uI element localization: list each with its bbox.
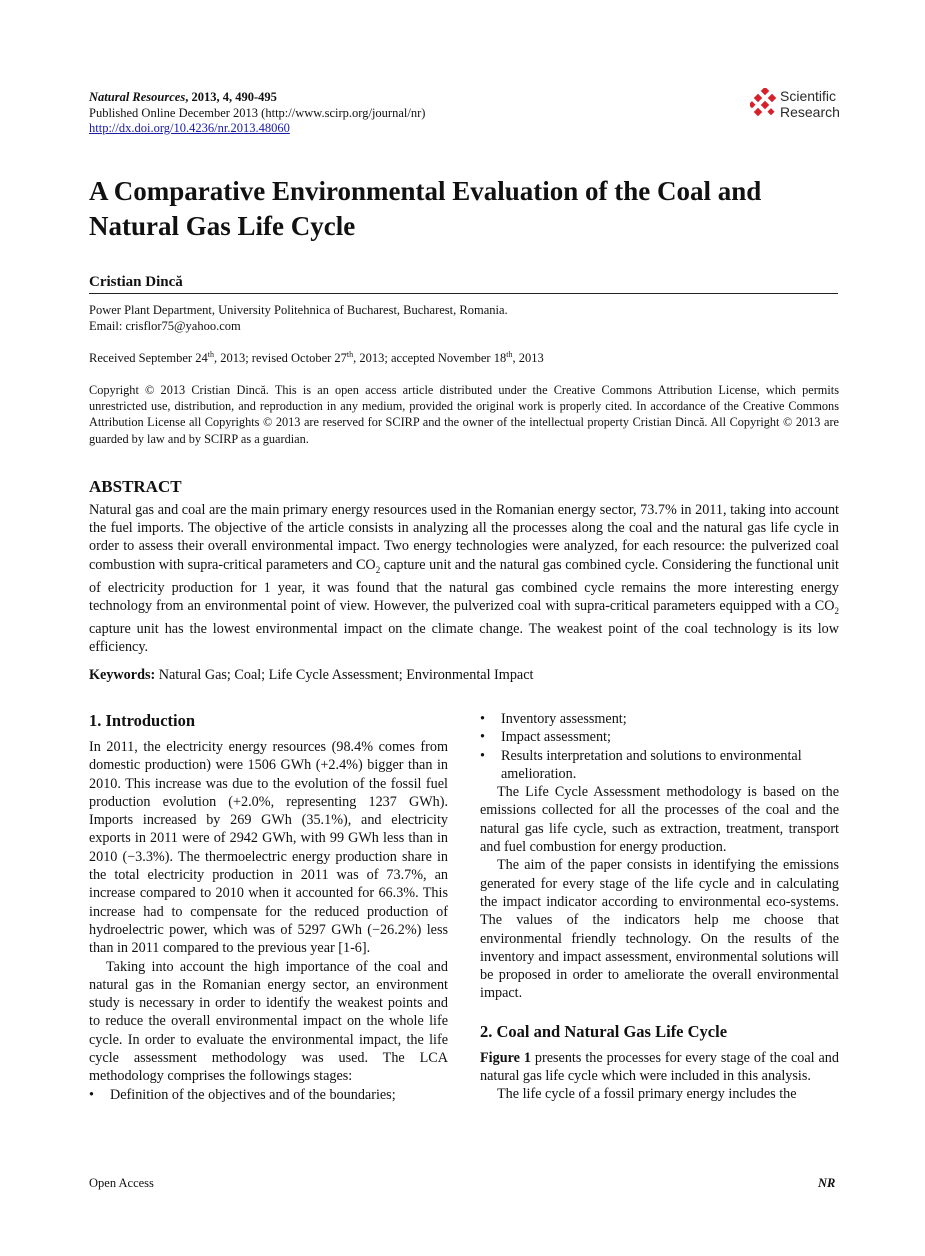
lca-stages-list-cont: [480, 710, 839, 783]
published-online: Published Online December 2013 (http://www.scirp.org/journal/nr): [89, 105, 426, 120]
revised-text: , 2013; revised October 27: [213, 351, 347, 366]
intro-paragraph-1: In 2011, the electricity energy resources (98.4% comes from domestic production) were 1506 GWh (+2.4%) bigger than in 2010. This increase was due to the evolution of the fossil fuel production evolution (+2.0%, representing 1237 GWh). Imports increased by 269 GWh (35.1%), and electricity exports in 2011 were of 2942 GWh, with 99 GWh less than in 2010 (−3.3%). The thermoelectric energy production share in the total electricity production in 2011 was of 73.7%, an increase compared to 2010 when it accounted for 66.3%. This increase had to compensate for the reduced production of hydroelectric power, which was of 5297 GWh (−26.2%) less than in 2011 compared to the previous year [1-6].: [89, 739, 448, 957]
author-divider: [89, 293, 838, 294]
lca-paragraph: The Life Cycle Assessment methodology is based on the emissions collected for all the processes of the coal and the natural gas life cycle, such as extraction, treatment, transport and fuel combustion for energy production.: [480, 784, 839, 856]
footer-open-access: Open Access: [89, 1176, 154, 1190]
received-text: Received September 24: [89, 351, 208, 366]
journal-header: [89, 90, 425, 137]
figure-paragraph: [480, 1049, 839, 1086]
abstract-heading: ABSTRACT: [89, 477, 182, 496]
accepted-year: , 2013: [512, 351, 544, 366]
list-item: • Results interpretation and solutions to environmental amelioration.: [480, 747, 839, 784]
intro-paragraph-2: Taking into account the high importance of the coal and natural gas in the Romanian energy sector, an environment study is necessary in order to identify the weakest points and to reduce the overall environmental impact on the whole life cycle. In order to evaluate the environmental impact, the life cycle assessment methodology was used. The LCA methodology comprises the followings stages:: [89, 958, 448, 1085]
abstract-part-2: capture unit and the natural gas combined cycle. Considering the functional unit of electricity production for 1 year, it was found that the natural gas combined cycle remains the more interesting energy technology from an environmental point of view. However, the pulverized coal with supra-critical parameters equipped with a CO: [89, 556, 839, 614]
keywords: [89, 667, 533, 684]
logo-text: [780, 88, 840, 120]
figure-paragraph-text: presents the processes for every stage of the coal and natural gas life cycle which were included in this analysis.: [480, 1049, 839, 1085]
article-title: A Comparative Environmental Evaluation of the Coal and Natural Gas Life Cycle: [89, 176, 762, 241]
left-column: [89, 710, 448, 1104]
received-sup: th: [207, 350, 214, 359]
affiliation: Power Plant Department, University Politehnica of Bucharest, Bucharest, Romania.: [89, 303, 508, 317]
author-name: Cristian Dincă: [89, 274, 183, 290]
scirp-logo: [750, 88, 850, 124]
affiliation-block: [89, 302, 508, 334]
keywords-list: Natural Gas; Coal; Life Cycle Assessment; Environmental Impact: [155, 667, 534, 683]
lca-stages-list: [89, 1086, 448, 1104]
journal-volume: , 2013, 4, 490-495: [185, 90, 277, 104]
co2-subscript: 2: [375, 564, 381, 575]
list-item: • Definition of the objectives and of the boundaries;: [89, 1086, 448, 1104]
list-item: • Inventory assessment;: [480, 710, 839, 728]
logo-line-1: Scientific: [780, 88, 837, 104]
accepted-sup: th: [506, 350, 513, 359]
life-cycle-paragraph: The life cycle of a fossil primary energy includes the: [497, 1086, 797, 1103]
abstract-part-1: Natural gas and coal are the main primary energy resources used in the Romanian energy sector, 73.7% in 2011, taking into account the fuel imports. The objective of the article consists in analyzing all the processes along the coal and the natural gas life cycle in order to assess their overall environmental impact. Two energy technologies were analyzed, for each resource: the pulverized coal combustion with supra-critical parameters and CO: [89, 502, 839, 573]
journal-name: Natural Resources: [89, 90, 186, 104]
abstract-part-3: capture unit has the lowest environmental impact on the climate change. The weakest point of the coal technology is its low efficiency.: [89, 620, 839, 656]
figure-1-link[interactable]: Figure 1: [480, 1049, 531, 1066]
doi-link[interactable]: http://dx.doi.org/10.4236/nr.2013.48060: [89, 121, 290, 135]
accepted-text: , 2013; accepted November 18: [353, 351, 507, 366]
keywords-label: Keywords:: [89, 667, 156, 683]
section-2-heading: 2. Coal and Natural Gas Life Cycle: [480, 1021, 728, 1041]
co2-subscript: 2: [834, 605, 839, 616]
author-email[interactable]: Email: crisflor75@yahoo.com: [89, 319, 241, 333]
list-item: • Impact assessment;: [480, 728, 839, 746]
abstract-body: [89, 501, 839, 656]
footer-journal-abbr: NR: [818, 1176, 836, 1190]
journal-citation: [89, 90, 425, 106]
logo-line-2: Research: [780, 104, 840, 120]
scirp-logo-icon: [750, 88, 778, 118]
intro-heading: 1. Introduction: [89, 711, 196, 730]
right-column: [480, 710, 839, 1104]
aim-paragraph: The aim of the paper consists in identifying the emissions generated for every stage of the life cycle and in calculating the impact indicator according to environmental eco-systems. The values of the indicators help me choose that environmental friendly technology. On the results of the inventory and impact assessment, environmental solutions will be proposed in order to ameliorate the overall environmental impact.: [480, 857, 839, 1002]
received-dates: [89, 350, 544, 366]
revised-sup: th: [346, 350, 354, 359]
copyright-notice: Copyright © 2013 Cristian Dincă. This is an open access article distributed under the Creative Commons Attribution License, which permits unrestricted use, distribution, and reproduction in any medium, provided the original work is properly cited. In accordance of the Creative Commons Attribution License all Copyrights © 2013 are reserved for SCIRP and the owner of the intellectual property Cristian Dincă. All Copyright © 2013 are guarded by law and by SCIRP as a guardian.: [89, 383, 839, 446]
